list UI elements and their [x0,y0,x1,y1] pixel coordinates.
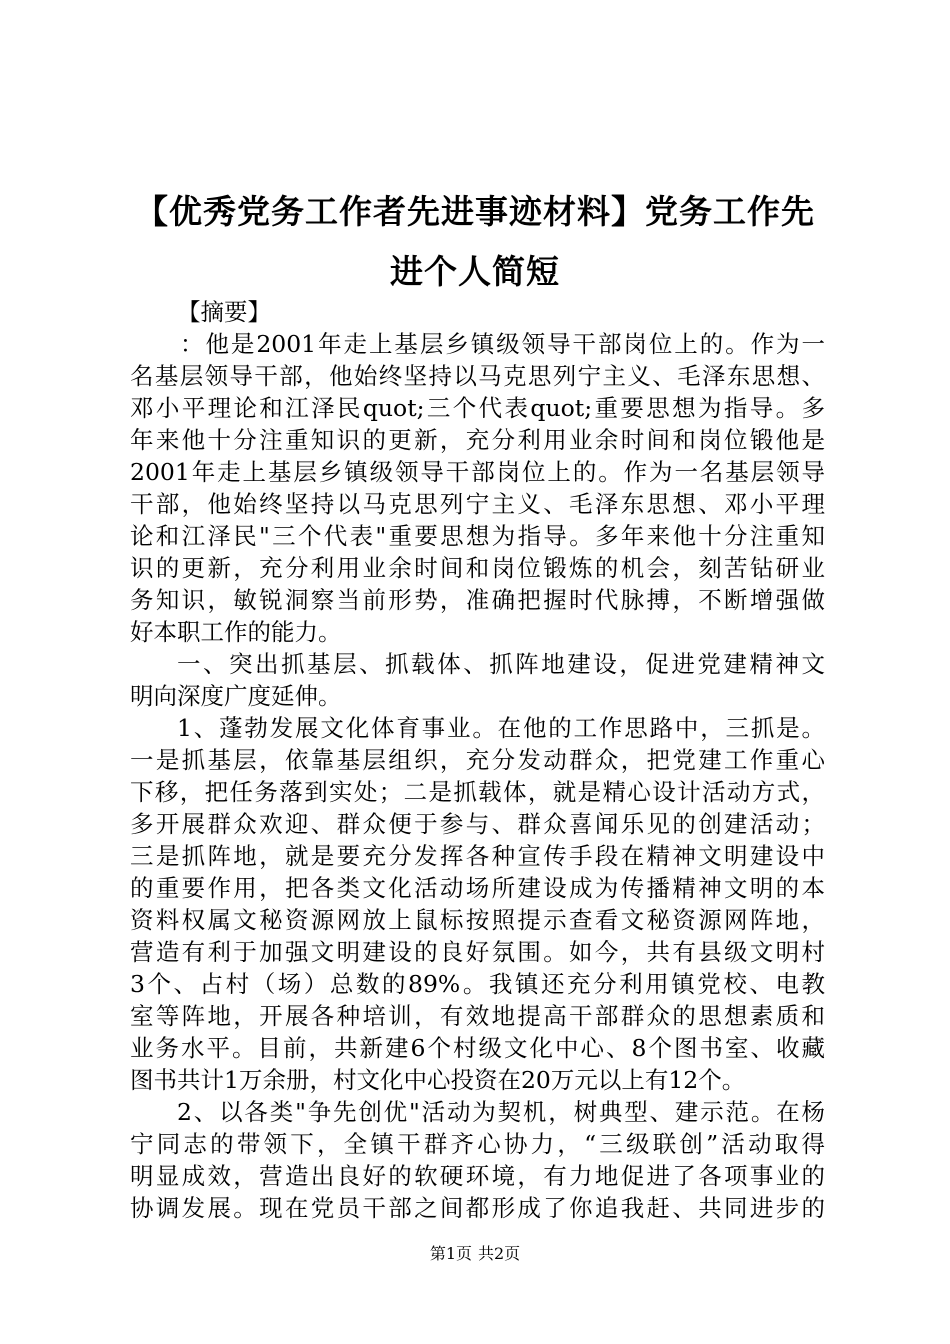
paragraph-line: 3个、占村（场）总数的89%。我镇还充分利用镇党校、电教 [130,970,825,998]
paragraph-line: 论和江泽民"三个代表"重要思想为指导。多年来他十分注重知 [130,522,825,550]
paragraph-line: 图书共计1万余册，村文化中心投资在20万元以上有12个。 [130,1066,746,1094]
paragraph-line: 明显成效，营造出良好的软硬环境，有力地促进了各项事业的 [130,1162,825,1190]
paragraph-line: 三是抓阵地，就是要充分发挥各种宣传手段在精神文明建设中 [130,842,825,870]
paragraph-line: 业务水平。目前，共新建6个村级文化中心、8个图书室、收藏 [130,1034,825,1062]
title-line-2: 进个人简短 [390,252,560,291]
paragraph-line: 邓小平理论和江泽民quot;三个代表quot;重要思想为指导。多 [130,394,825,422]
paragraph-line: 好本职工作的能力。 [130,618,342,646]
page-number: 第1页 [429,1244,472,1263]
paragraph-line: 多开展群众欢迎、群众便于参与、群众喜闻乐见的创建活动； [130,810,825,838]
paragraph-line: 务知识，敏锐洞察当前形势，准确把握时代脉搏，不断增强做 [130,586,825,614]
paragraph-line: 识的更新，充分利用业余时间和岗位锻炼的机会，刻苦钻研业 [130,554,825,582]
paragraph-line: 宁同志的带领下，全镇干群齐心协力，“三级联创”活动取得 [130,1130,825,1158]
document-title [120,182,830,302]
paragraph-line: 2001年走上基层乡镇级领导干部岗位上的。作为一名基层领导 [130,458,825,486]
page-total: 共2页 [478,1244,521,1263]
paragraph-line: 1、蓬勃发展文化体育事业。在他的工作思路中，三抓是。 [177,714,825,742]
document-body [130,296,825,1224]
paragraph-line: 资料权属文秘资源网放上鼠标按照提示查看文秘资源网阵地， [130,906,825,934]
section-heading-line: 一、突出抓基层、抓载体、抓阵地建设，促进党建精神文 [177,650,825,678]
section-heading-line: 明向深度广度延伸。 [130,682,342,710]
paragraph-line: 室等阵地，开展各种培训，有效地提高干部群众的思想素质和 [130,1002,825,1030]
paragraph-line: 协调发展。现在党员干部之间都形成了你追我赶、共同进步的 [130,1194,825,1222]
paragraph-line: 名基层领导干部，他始终坚持以马克思列宁主义、毛泽东思想、 [130,362,825,390]
paragraph-line: 的重要作用，把各类文化活动场所建设成为传播精神文明的本 [130,874,825,902]
page-footer [0,1244,950,1264]
title-line-1: 【优秀党务工作者先进事迹材料】党务工作先 [135,192,815,231]
paragraph-line: 干部，他始终坚持以马克思列宁主义、毛泽东思想、邓小平理 [130,490,825,518]
paragraph-line: 2、以各类"争先创优"活动为契机，树典型、建示范。在杨 [177,1098,825,1126]
paragraph-line: 营造有利于加强文明建设的良好氛围。如今，共有县级文明村 [130,938,825,966]
paragraph-line: ：他是2001年走上基层乡镇级领导干部岗位上的。作为一 [180,330,825,358]
paragraph-line: 一是抓基层，依靠基层组织，充分发动群众，把党建工作重心 [130,746,825,774]
abstract-heading: 【摘要】 [177,298,271,326]
paragraph-line: 年来他十分注重知识的更新，充分利用业余时间和岗位锻他是 [130,426,825,454]
paragraph-line: 下移，把任务落到实处；二是抓载体，就是精心设计活动方式， [130,778,825,806]
